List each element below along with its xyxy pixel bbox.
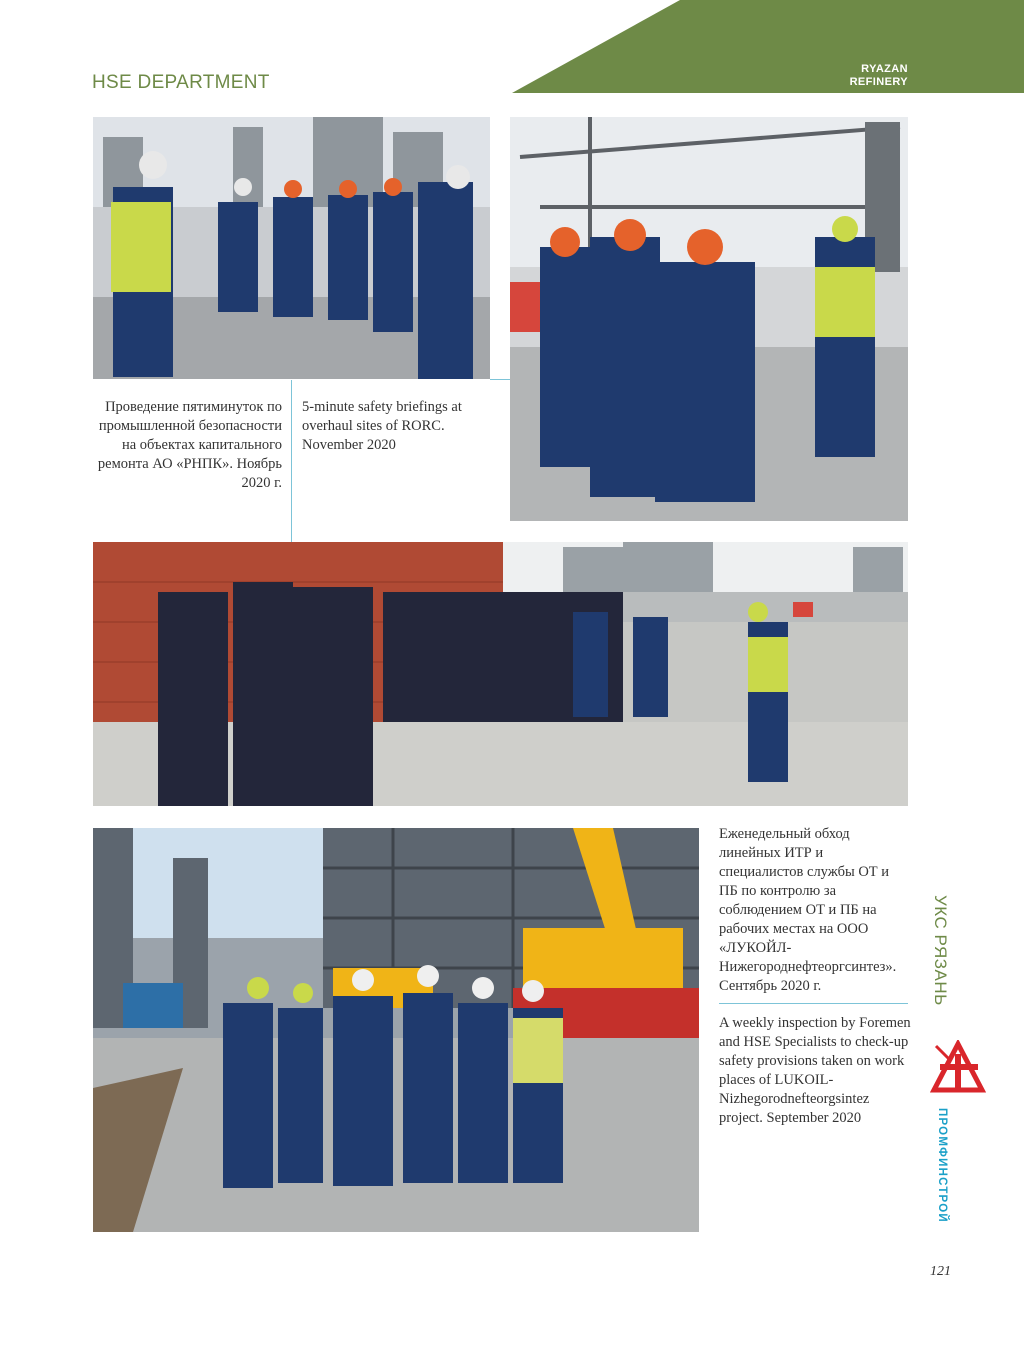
refinery-label-line1: RYAZAN	[861, 63, 908, 75]
caption-inspection-en: A weekly inspection by Foremen and HSE Specialists to check-up safety provisions taken on work places of LUKOIL-Nizhegorodnefteorgsintez project. September 2020	[719, 1015, 911, 1126]
caption-briefing-en: 5-minute safety briefings at overhaul sites of RORC. November 2020	[302, 399, 462, 453]
caption-divider-horizontal	[490, 379, 510, 380]
refinery-label-line2: REFINERY	[849, 76, 908, 88]
section-title-vertical: УКС РЯЗАНЬ	[931, 895, 950, 1006]
department-title: HSE DEPARTMENT	[92, 72, 270, 93]
caption-briefing-ru: Проведение пятиминуток по промышленной безопасности на объектах капитального ремонта АО «РНПК». Ноябрь 2020 г.	[97, 399, 282, 491]
photo-inspection-team	[93, 828, 699, 1232]
page-number: 121	[930, 1264, 951, 1279]
promfinstroy-logo-icon	[930, 1040, 986, 1096]
photo-group-brick-wall	[93, 542, 908, 806]
brand-name-vertical: ПРОМФИНСТРОЙ	[936, 1108, 948, 1223]
caption-divider-inspection	[719, 1003, 908, 1004]
refinery-label	[850, 63, 908, 89]
photo-briefing-workers	[510, 117, 908, 521]
caption-divider-vertical	[291, 380, 292, 542]
photo-briefing-group	[93, 117, 490, 379]
caption-inspection-ru: Еженедельный обход линейных ИТР и специалистов службы ОТ и ПБ по контролю за соблюдением ОТ и ПБ на рабочих местах на ООО «ЛУКОЙЛ-Нижегороднефтеоргсинтез». Сентябрь 2020 г.	[719, 826, 897, 994]
